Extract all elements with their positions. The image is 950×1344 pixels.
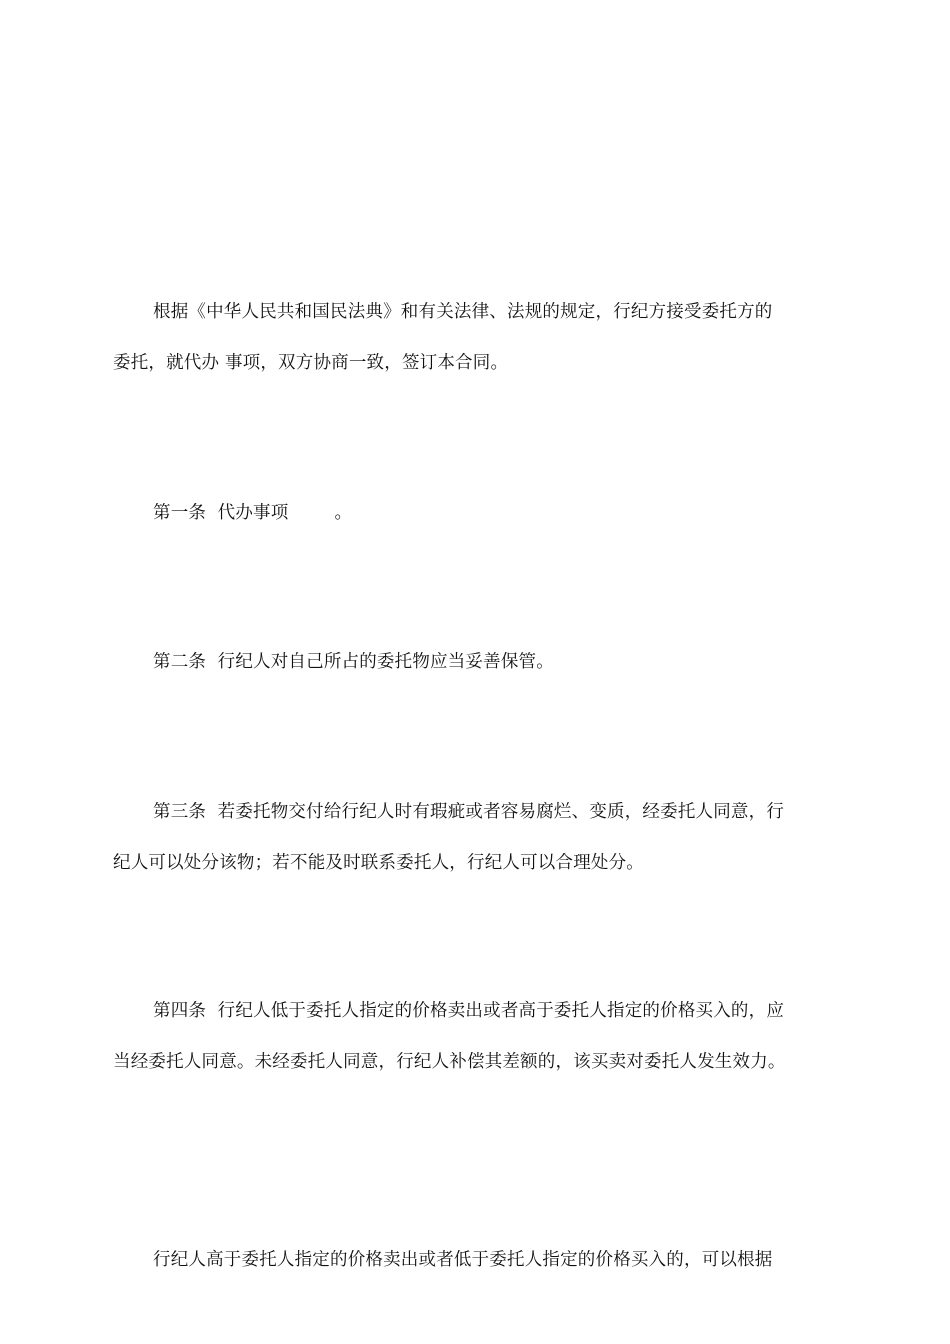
- article-3-paragraph: [113, 787, 843, 889]
- article-2-line-1: 第二条 行纪人对自己所占的委托物应当妥善保管。: [153, 652, 554, 672]
- preamble-line-2: 委托，就代办 事项，双方协商一致，签订本合同。: [113, 353, 509, 373]
- preamble-paragraph: [113, 287, 843, 389]
- article-3-line-2: 纪人可以处分该物；若不能及时联系委托人，行纪人可以合理处分。: [113, 853, 644, 873]
- article-4-line-1: 第四条 行纪人低于委托人指定的价格卖出或者高于委托人指定的价格买入的，应: [153, 1001, 785, 1021]
- article-2-paragraph: [113, 637, 843, 688]
- article-1-paragraph: [113, 488, 843, 539]
- article-4-paragraph: [113, 986, 843, 1088]
- preamble-line-1: 根据《中华人民共和国民法典》和有关法律、法规的规定，行纪方接受委托方的: [153, 302, 773, 322]
- article-3-line-1: 第三条 若委托物交付给行纪人时有瑕疵或者容易腐烂、变质，经委托人同意，行: [153, 802, 785, 822]
- article-1-line-1: 第一条 代办事项 。: [153, 503, 353, 523]
- article-4-line-2: 当经委托人同意。未经委托人同意，行纪人补偿其差额的，该买卖对委托人发生效力。: [113, 1052, 786, 1072]
- article-5-paragraph-partial: [113, 1235, 843, 1286]
- article-5-line-1: 行纪人高于委托人指定的价格卖出或者低于委托人指定的价格买入的，可以根据: [153, 1250, 773, 1270]
